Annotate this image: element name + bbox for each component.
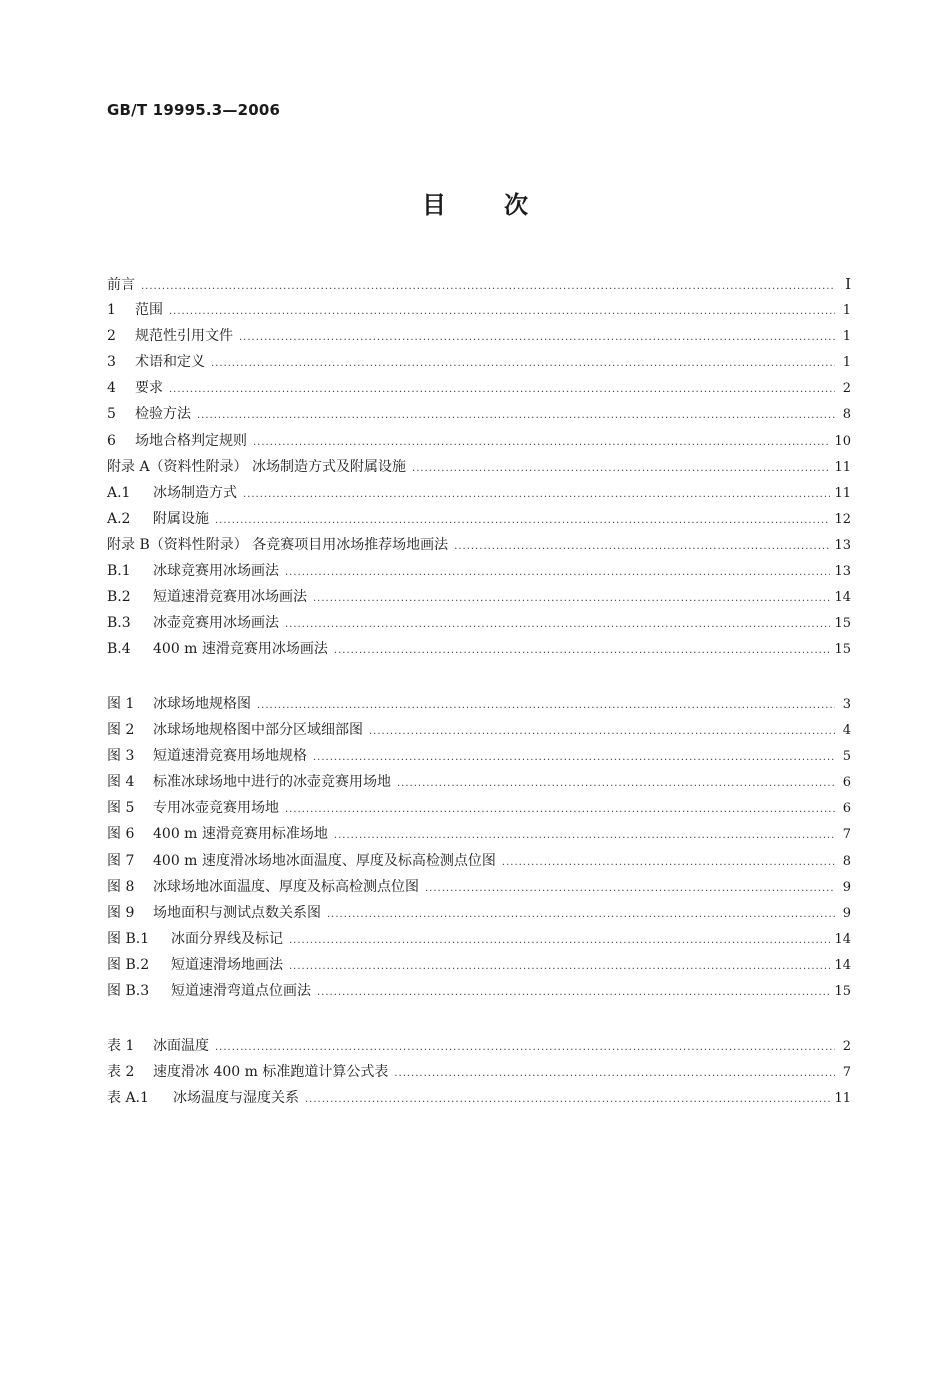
toc-entry-page: 1 [842, 355, 851, 371]
toc-entry-number: B.4 [107, 641, 131, 658]
leader-dots [425, 876, 835, 902]
toc-entry-label: 检验方法 [135, 406, 191, 423]
table-entry[interactable] [107, 1059, 851, 1085]
toc-entry-page: 13 [834, 564, 851, 580]
figure-page: 14 [834, 931, 851, 947]
leader-dots [169, 299, 835, 325]
leader-dots [334, 638, 831, 664]
toc-entry-page: I [845, 275, 851, 293]
figure-label: 标准冰球场地中进行的冰壶竞赛用场地 [153, 774, 391, 791]
leader-dots [285, 560, 830, 586]
toc-entry-number: 3 [107, 354, 116, 371]
figure-label: 400 m 速度滑冰场地冰面温度、厚度及标高检测点位图 [153, 852, 496, 869]
leader-dots [305, 1087, 830, 1113]
toc-entry-page: 15 [834, 642, 851, 658]
leader-dots [394, 1061, 835, 1087]
figure-number: 图 9 [107, 904, 135, 921]
leader-dots [141, 274, 835, 300]
figure-number: 图 B.3 [107, 983, 150, 1000]
figure-entry[interactable] [107, 821, 851, 847]
figure-entry[interactable] [107, 769, 851, 795]
toc-entry-page: 12 [834, 511, 851, 527]
figure-number: 图 7 [107, 852, 135, 869]
toc-entry-appendix-b[interactable] [107, 532, 851, 558]
toc-entry-number: 2 [107, 328, 116, 345]
figure-entry[interactable] [107, 717, 851, 743]
toc-entry-page: 8 [842, 407, 851, 423]
leader-dots [502, 850, 835, 876]
leader-dots [334, 823, 835, 849]
table-label: 冰场温度与湿度关系 [173, 1090, 299, 1107]
figure-page: 5 [842, 749, 851, 765]
toc-entry[interactable] [107, 375, 851, 401]
leader-dots [317, 980, 830, 1006]
leader-dots [289, 928, 830, 954]
toc-entry-number: B.2 [107, 589, 131, 606]
figure-entry[interactable] [107, 900, 851, 926]
figure-label: 冰面分界线及标记 [171, 930, 283, 947]
toc-entry[interactable] [107, 401, 851, 427]
table-number: 表 1 [107, 1038, 135, 1054]
leader-dots [285, 797, 835, 823]
toc-figures [107, 691, 851, 1004]
figure-label: 短道速滑竞赛用场地规格 [153, 748, 307, 765]
table-number: 表 2 [107, 1064, 135, 1081]
table-entry[interactable] [107, 1033, 851, 1059]
figure-number: 图 3 [107, 748, 135, 765]
figure-entry[interactable] [107, 978, 851, 1004]
toc-entry-number: B.3 [107, 615, 131, 632]
toc-entry-label: 规范性引用文件 [135, 328, 233, 345]
figure-label: 短道速滑弯道点位画法 [171, 983, 311, 1000]
leader-dots [169, 377, 835, 403]
toc-entry-page: 14 [834, 590, 851, 606]
figure-number: 图 B.1 [107, 930, 150, 947]
figure-page: 7 [842, 827, 851, 843]
table-number: 表 A.1 [107, 1090, 149, 1107]
figure-number: 图 1 [107, 696, 135, 712]
leader-dots [197, 403, 835, 429]
figure-entry[interactable] [107, 848, 851, 874]
leader-dots [369, 719, 835, 745]
toc-entry-label: 前言 [107, 277, 135, 293]
toc-entry[interactable] [107, 636, 851, 662]
leader-dots [313, 586, 830, 612]
toc-contents [107, 271, 851, 662]
toc-entry-page: 15 [834, 616, 851, 632]
leader-dots [327, 902, 835, 928]
toc-entry[interactable] [107, 506, 851, 532]
figure-entry[interactable] [107, 874, 851, 900]
toc-entry[interactable] [107, 349, 851, 375]
toc-entry[interactable] [107, 584, 851, 610]
figure-page: 3 [842, 697, 851, 712]
leader-dots [211, 351, 835, 377]
leader-dots [285, 612, 830, 638]
leader-dots [313, 745, 835, 771]
toc-entry-page: 11 [834, 459, 851, 475]
figure-number: 图 4 [107, 774, 135, 791]
toc-entry-number: B.1 [107, 563, 131, 580]
toc-entry-label: 400 m 速滑竞赛用冰场画法 [153, 641, 328, 658]
figure-number: 图 5 [107, 800, 135, 817]
toc-entry-label: 附录 B（资料性附录） 各竞赛项目用冰场推荐场地画法 [107, 536, 449, 553]
table-page: 2 [842, 1039, 851, 1054]
leader-dots [239, 325, 835, 351]
toc-entry-page: 13 [834, 537, 851, 553]
table-page: 11 [834, 1091, 851, 1107]
figure-entry[interactable] [107, 952, 851, 978]
toc-entry-number: 4 [107, 380, 116, 397]
toc-entry-label: 术语和定义 [135, 354, 205, 371]
figure-page: 9 [842, 879, 851, 895]
leader-dots [215, 508, 830, 534]
toc-entry-label: 冰壶竞赛用冰场画法 [153, 615, 279, 632]
toc-entry-number: 1 [107, 302, 116, 319]
toc-entry-number: 5 [107, 406, 116, 423]
leader-dots [454, 534, 830, 560]
leader-dots [257, 693, 835, 719]
figure-number: 图 2 [107, 722, 135, 739]
figure-entry[interactable] [107, 743, 851, 769]
leader-dots [253, 430, 830, 456]
toc-entry-number: A.1 [107, 484, 131, 501]
table-label: 速度滑冰 400 m 标准跑道计算公式表 [153, 1064, 389, 1081]
toc-entry[interactable] [107, 480, 851, 506]
toc-entry-page: 1 [842, 329, 851, 345]
toc-entry-label: 冰球竞赛用冰场画法 [153, 563, 279, 580]
toc-entry-page: 1 [842, 303, 851, 319]
toc-entry-number: A.2 [107, 510, 131, 527]
figure-page: 15 [834, 984, 851, 1000]
figure-label: 场地面积与测试点数关系图 [153, 904, 321, 921]
toc-entry-label: 附属设施 [153, 510, 209, 527]
table-page: 7 [842, 1065, 851, 1081]
leader-dots [215, 1035, 835, 1061]
toc-entry-page: 2 [842, 381, 851, 397]
figure-label: 400 m 速滑竞赛用标准场地 [153, 826, 328, 843]
figure-label: 冰球场地规格图 [153, 696, 251, 712]
figure-label: 短道速滑场地画法 [171, 956, 283, 973]
toc-entry-number: 6 [107, 432, 116, 449]
toc-entry[interactable] [107, 558, 851, 584]
figure-entry[interactable] [107, 691, 851, 717]
page-title: 目次 [422, 191, 586, 219]
toc-tables [107, 1033, 851, 1111]
toc-entry[interactable] [107, 297, 851, 323]
standard-number: GB/T 19995.3—2006 [107, 101, 281, 119]
toc-entry-label: 范围 [135, 302, 163, 319]
leader-dots [289, 954, 830, 980]
toc-entry-appendix-a[interactable] [107, 454, 851, 480]
figure-number: 图 6 [107, 826, 135, 843]
toc-entry[interactable] [107, 610, 851, 636]
table-label: 冰面温度 [153, 1038, 209, 1054]
figure-page: 9 [842, 905, 851, 921]
figure-page: 6 [842, 801, 851, 817]
figure-number: 图 8 [107, 878, 135, 895]
figure-page: 6 [842, 775, 851, 791]
figure-entry[interactable] [107, 795, 851, 821]
toc-entry-label: 冰场制造方式 [153, 484, 237, 501]
leader-dots [412, 456, 830, 482]
toc-entry-label: 要求 [135, 380, 163, 397]
toc-entry-label: 短道速滑竞赛用冰场画法 [153, 589, 307, 606]
figure-entry[interactable] [107, 926, 851, 952]
toc-entry-foreword[interactable] [107, 271, 851, 297]
leader-dots [243, 482, 830, 508]
figure-label: 专用冰壶竞赛用场地 [153, 800, 279, 817]
figure-label: 冰球场地规格图中部分区域细部图 [153, 722, 363, 739]
figure-page: 14 [834, 957, 851, 973]
toc-entry[interactable] [107, 323, 851, 349]
toc-entry-label: 场地合格判定规则 [135, 432, 247, 449]
figure-label: 冰球场地冰面温度、厚度及标高检测点位图 [153, 878, 419, 895]
figure-number: 图 B.2 [107, 956, 150, 973]
toc-entry[interactable] [107, 428, 851, 454]
toc-entry-page: 11 [834, 485, 851, 501]
figure-page: 4 [842, 723, 851, 739]
figure-page: 8 [842, 853, 851, 869]
leader-dots [397, 771, 835, 797]
toc-entry-page: 10 [834, 433, 851, 449]
table-entry[interactable] [107, 1085, 851, 1111]
toc-entry-label: 附录 A（资料性附录） 冰场制造方式及附属设施 [107, 458, 407, 475]
